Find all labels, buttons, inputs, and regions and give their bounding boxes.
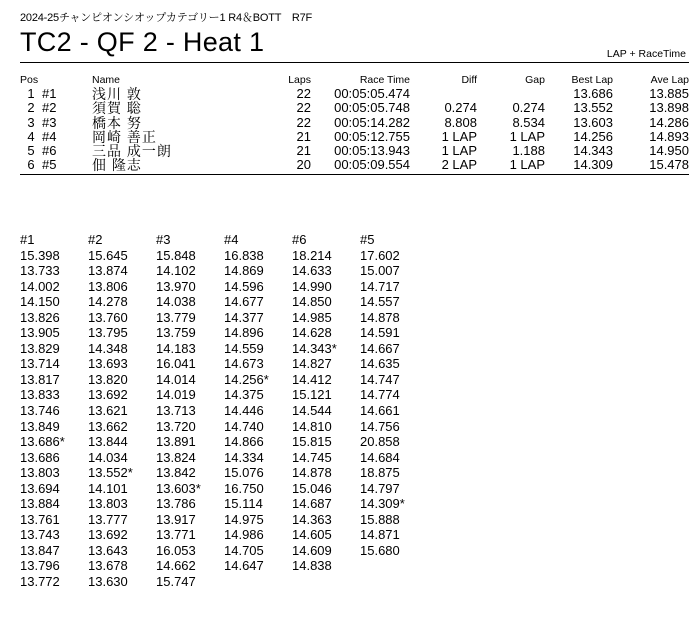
lap-time: 14.756 <box>360 418 400 434</box>
lap-time: 13.743 <box>20 527 60 543</box>
lap-time: 13.733 <box>20 263 60 279</box>
lap-time: 14.774 <box>360 387 400 403</box>
lap-time: 13.759 <box>156 325 196 341</box>
display-mode-label: LAP + RaceTime <box>606 48 686 60</box>
lap-time: 13.833 <box>20 387 60 403</box>
col-gap: Gap <box>525 74 545 86</box>
lap-time: 13.714 <box>20 356 60 372</box>
result-pos: 4 <box>27 128 35 144</box>
lap-time: 14.635 <box>360 356 400 372</box>
lap-time: 14.348 <box>88 340 128 356</box>
result-best-lap: 14.343 <box>573 143 613 159</box>
page-title: TC2 - QF 2 - Heat 1 <box>20 27 265 57</box>
result-diff: 1 LAP <box>441 143 477 159</box>
lap-time: 13.970 <box>156 278 196 294</box>
lap-time: 14.985 <box>292 309 332 325</box>
result-number: #1 <box>42 86 57 101</box>
result-laps: 20 <box>296 157 311 173</box>
lap-column-header: #6 <box>292 232 307 247</box>
table-row <box>20 116 689 130</box>
result-name: 浅川 敦 <box>92 86 142 102</box>
lap-column <box>360 232 428 590</box>
lap-column <box>156 232 224 590</box>
lap-time: 14.412 <box>292 371 332 387</box>
lap-time: 13.842 <box>156 465 196 481</box>
lap-time: 14.605 <box>292 527 332 543</box>
lap-time: 14.986 <box>224 527 264 543</box>
lap-time: 16.750 <box>224 480 264 496</box>
lap-time: 14.014 <box>156 371 196 387</box>
lap-time: 14.557 <box>360 294 400 310</box>
lap-time: 13.803 <box>20 465 60 481</box>
result-laps: 21 <box>296 143 311 159</box>
lap-time: 13.817 <box>20 371 60 387</box>
lap-time: 13.803 <box>88 496 128 512</box>
result-best-lap: 13.552 <box>573 100 613 116</box>
lap-time: 14.866 <box>224 434 264 450</box>
lap-time: 13.874 <box>88 263 128 279</box>
lap-time: 14.717 <box>360 278 400 294</box>
lap-time: 13.772 <box>20 574 60 590</box>
lap-time: 14.662 <box>156 558 196 574</box>
lap-time: 15.747 <box>156 574 196 590</box>
lap-time: 15.815 <box>292 434 332 450</box>
results-divider <box>20 174 689 175</box>
lap-time: 14.878 <box>292 465 332 481</box>
lap-time: 13.786 <box>156 496 196 512</box>
result-gap: 1.188 <box>512 143 545 159</box>
lap-time: 13.694 <box>20 480 60 496</box>
result-pos: 6 <box>27 157 35 173</box>
table-row <box>20 144 689 158</box>
lap-time: 13.746 <box>20 403 60 419</box>
lap-time: 14.647 <box>224 558 264 574</box>
lap-time: 13.603* <box>156 480 201 496</box>
lap-time: 13.621 <box>88 403 128 419</box>
lap-column-header: #4 <box>224 232 239 247</box>
header-divider <box>20 62 689 63</box>
result-number: #6 <box>42 143 57 159</box>
event-name: 2024-25チャンピオンシオップカテゴリー1 R4＆BOTT R7F <box>20 12 313 24</box>
lap-time: 13.826 <box>20 309 60 325</box>
lap-time: 18.875 <box>360 465 400 481</box>
result-laps: 21 <box>296 128 311 144</box>
lap-time: 15.007 <box>360 263 400 279</box>
results-body <box>20 87 689 173</box>
lap-time: 14.633 <box>292 263 332 279</box>
lap-time: 13.917 <box>156 511 196 527</box>
lap-time: 16.041 <box>156 356 196 372</box>
lap-time: 14.019 <box>156 387 196 403</box>
result-number: #4 <box>42 128 57 144</box>
lap-time: 14.667 <box>360 340 400 356</box>
result-diff: 8.808 <box>444 114 477 130</box>
lap-column-header: #5 <box>360 232 375 247</box>
lap-time: 13.761 <box>20 511 60 527</box>
lap-time: 20.858 <box>360 434 400 450</box>
col-pos: Pos <box>20 74 39 86</box>
col-name: Name <box>92 74 121 86</box>
lap-column <box>88 232 156 590</box>
result-gap: 1 LAP <box>509 157 545 173</box>
lap-column-header: #3 <box>156 232 171 247</box>
result-ave-lap: 15.478 <box>649 157 689 173</box>
lap-time: 14.628 <box>292 325 332 341</box>
result-diff: 2 LAP <box>441 157 477 173</box>
lap-time: 13.891 <box>156 434 196 450</box>
lap-time: 13.678 <box>88 558 128 574</box>
result-number: #5 <box>42 157 57 173</box>
result-gap: 8.534 <box>512 114 545 130</box>
lap-time: 14.150 <box>20 294 60 310</box>
result-pos: 1 <box>27 86 35 101</box>
result-gap: 1 LAP <box>509 128 545 144</box>
result-pos: 3 <box>27 114 35 130</box>
result-race-time: 00:05:05.474 <box>334 86 410 101</box>
lap-time: 13.777 <box>88 511 128 527</box>
result-best-lap: 14.256 <box>573 128 613 144</box>
lap-time: 14.850 <box>292 294 332 310</box>
lap-time: 13.905 <box>20 325 60 341</box>
result-diff <box>410 87 477 101</box>
lap-time: 13.630 <box>88 574 128 590</box>
lap-time: 13.662 <box>88 418 128 434</box>
lap-time: 14.869 <box>224 263 264 279</box>
lap-time: 14.278 <box>88 294 128 310</box>
lap-time: 13.552* <box>88 465 133 481</box>
lap-time: 15.848 <box>156 247 196 263</box>
result-gap <box>477 87 545 101</box>
lap-time: 13.796 <box>20 558 60 574</box>
lap-time: 15.645 <box>88 247 128 263</box>
lap-column-header: #1 <box>20 232 35 247</box>
result-ave-lap: 14.893 <box>649 128 689 144</box>
result-pos: 2 <box>27 100 35 116</box>
lap-column <box>292 232 360 590</box>
result-best-lap: 13.603 <box>573 114 613 130</box>
lap-time: 14.740 <box>224 418 264 434</box>
result-name: 須賀 聡 <box>92 100 142 117</box>
lap-time: 13.829 <box>20 340 60 356</box>
result-best-lap: 14.309 <box>573 157 613 173</box>
col-diff: Diff <box>461 74 477 86</box>
result-ave-lap: 14.286 <box>649 114 689 130</box>
result-name: 岡崎 善正 <box>92 128 157 145</box>
lap-time: 14.838 <box>292 558 332 574</box>
lap-time: 14.673 <box>224 356 264 372</box>
lap-time: 14.334 <box>224 449 264 465</box>
lap-time: 13.806 <box>88 278 128 294</box>
lap-times-grid <box>20 232 428 590</box>
result-number: #3 <box>42 114 57 130</box>
lap-time: 14.827 <box>292 356 332 372</box>
lap-time: 13.693 <box>88 356 128 372</box>
result-race-time: 00:05:14.282 <box>334 114 410 130</box>
lap-time: 14.871 <box>360 527 400 543</box>
result-ave-lap: 13.885 <box>649 86 689 101</box>
result-diff: 0.274 <box>444 100 477 116</box>
lap-time: 17.602 <box>360 247 400 263</box>
lap-time: 13.692 <box>88 387 128 403</box>
result-laps: 22 <box>296 86 311 101</box>
lap-time: 13.692 <box>88 527 128 543</box>
lap-time: 13.824 <box>156 449 196 465</box>
lap-time: 13.686 <box>20 449 60 465</box>
result-ave-lap: 13.898 <box>649 100 689 116</box>
lap-time: 14.705 <box>224 542 264 558</box>
lap-time: 14.002 <box>20 278 60 294</box>
result-laps: 22 <box>296 100 311 116</box>
lap-time: 14.446 <box>224 403 264 419</box>
col-best-lap: Best Lap <box>571 74 613 86</box>
result-best-lap: 13.686 <box>573 86 613 101</box>
lap-time: 15.398 <box>20 247 60 263</box>
result-race-time: 00:05:12.755 <box>334 128 410 144</box>
table-row <box>20 158 689 172</box>
lap-column <box>224 232 292 590</box>
col-ave-lap: Ave Lap <box>650 74 689 86</box>
lap-time: 13.847 <box>20 542 60 558</box>
result-ave-lap: 14.950 <box>649 143 689 159</box>
lap-time: 15.680 <box>360 542 400 558</box>
lap-time: 14.363 <box>292 511 332 527</box>
lap-time: 14.878 <box>360 309 400 325</box>
lap-time: 14.797 <box>360 480 400 496</box>
result-race-time: 00:05:05.748 <box>334 100 410 116</box>
lap-time: 14.034 <box>88 449 128 465</box>
result-diff: 1 LAP <box>441 128 477 144</box>
lap-time: 13.884 <box>20 496 60 512</box>
lap-column <box>20 232 88 590</box>
lap-time: 14.375 <box>224 387 264 403</box>
table-row <box>20 101 689 115</box>
lap-time: 14.309* <box>360 496 405 512</box>
lap-time: 13.720 <box>156 418 196 434</box>
lap-time: 14.661 <box>360 403 400 419</box>
result-laps: 22 <box>296 114 311 130</box>
result-gap: 0.274 <box>512 100 545 116</box>
lap-time: 14.747 <box>360 371 400 387</box>
lap-time: 13.686* <box>20 434 65 450</box>
lap-time: 15.046 <box>292 480 332 496</box>
lap-time: 18.214 <box>292 247 332 263</box>
lap-time: 14.343* <box>292 340 337 356</box>
lap-time: 13.771 <box>156 527 196 543</box>
lap-time: 13.820 <box>88 371 128 387</box>
lap-time: 13.844 <box>88 434 128 450</box>
lap-time: 14.684 <box>360 449 400 465</box>
lap-time: 14.559 <box>224 340 264 356</box>
table-row <box>20 87 689 101</box>
lap-time: 14.677 <box>224 294 264 310</box>
results-table <box>20 74 689 173</box>
result-name: 橋本 努 <box>92 114 142 131</box>
lap-time: 14.101 <box>88 480 128 496</box>
lap-time: 14.975 <box>224 511 264 527</box>
lap-time: 14.687 <box>292 496 332 512</box>
lap-column-header: #2 <box>88 232 103 247</box>
lap-time: 15.888 <box>360 511 400 527</box>
col-race-time: Race Time <box>359 74 410 86</box>
lap-time: 13.760 <box>88 309 128 325</box>
lap-time: 16.053 <box>156 542 196 558</box>
lap-time: 14.896 <box>224 325 264 341</box>
lap-time: 13.643 <box>88 542 128 558</box>
lap-time: 16.838 <box>224 247 264 263</box>
lap-time: 13.795 <box>88 325 128 341</box>
result-number: #2 <box>42 100 57 116</box>
result-name: 三品 成一朗 <box>92 143 172 160</box>
lap-time: 13.713 <box>156 403 196 419</box>
lap-time: 14.596 <box>224 278 264 294</box>
table-row <box>20 130 689 144</box>
lap-time: 14.102 <box>156 263 196 279</box>
lap-time: 14.183 <box>156 340 196 356</box>
lap-time: 14.038 <box>156 294 196 310</box>
result-name: 佃 隆志 <box>92 157 142 174</box>
lap-time: 14.544 <box>292 403 332 419</box>
result-pos: 5 <box>27 143 35 159</box>
lap-time: 14.609 <box>292 542 332 558</box>
result-race-time: 00:05:09.554 <box>334 157 410 173</box>
result-race-time: 00:05:13.943 <box>334 143 410 159</box>
lap-time: 15.076 <box>224 465 264 481</box>
lap-time: 13.779 <box>156 309 196 325</box>
lap-time: 14.745 <box>292 449 332 465</box>
lap-time: 15.121 <box>292 387 332 403</box>
lap-time: 14.377 <box>224 309 264 325</box>
lap-time: 14.591 <box>360 325 400 341</box>
lap-time: 14.810 <box>292 418 332 434</box>
lap-time: 13.849 <box>20 418 60 434</box>
lap-time: 14.990 <box>292 278 332 294</box>
lap-time: 14.256* <box>224 371 269 387</box>
col-laps: Laps <box>288 74 311 86</box>
lap-time: 15.114 <box>224 496 263 512</box>
